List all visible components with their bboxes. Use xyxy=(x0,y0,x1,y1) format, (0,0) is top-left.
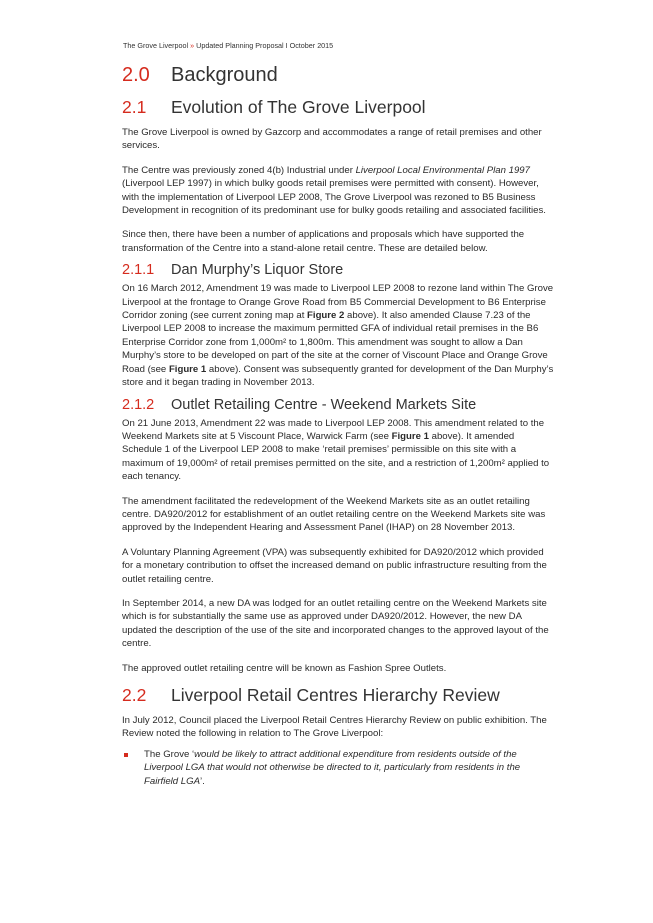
section-number: 2.1.1 xyxy=(122,262,155,279)
header-separator: » xyxy=(190,41,195,50)
text-run: ’. xyxy=(199,775,205,787)
list-item xyxy=(122,748,556,788)
figure-reference: Figure 2 xyxy=(307,310,345,322)
section-number: 2.1.2 xyxy=(122,396,155,413)
paragraph: In July 2012, Council placed the Liverpool Retail Centres Hierarchy Review on public exhibition. The Review noted the following in relation to The Grove Liverpool: xyxy=(122,715,547,740)
paragraph: In September 2014, a new DA was lodged for an outlet retailing centre on the Weekend Markets site which is for substantially the same use as approved under DA920/2012. However, the new DA updated the description of the use of the site and incorporated changes to the approved layout of the centre. xyxy=(122,597,549,650)
section-heading-2-0 xyxy=(122,64,556,87)
section-title: Background xyxy=(171,64,278,86)
paragraph xyxy=(122,417,556,484)
paragraph: The approved outlet retailing centre will be known as Fashion Spree Outlets. xyxy=(122,662,447,674)
text-run: The Grove ‘ xyxy=(144,748,195,760)
running-header xyxy=(123,41,563,50)
bullet-marker-icon xyxy=(124,753,128,757)
text-run: (Liverpool LEP 1997) in which bulky goods retail premises were permitted with consent). However, with the implementation of Liverpool LEP 2008, The Grove Liverpool was rezoned to B5 Business Development in recognition of its predominant use for bulky goods retailing and associated facilities. xyxy=(122,178,546,217)
paragraph xyxy=(122,282,556,389)
paragraph: Since then, there have been a number of applications and proposals which have supported the transformation of the Centre into a stand-alone retail centre. These are detailed below. xyxy=(122,229,525,254)
text-run: above). It amended Schedule 1 of the Liverpool LEP 2008 to make ‘retail premises’ permissible on this site with a maximum of 19,000m² of retail premises permitted on the site, and a restriction of 1,200m² applied to each tenancy. xyxy=(122,430,550,483)
paragraph xyxy=(122,164,556,218)
text-run: On 16 March 2012, Amendment 19 was made to Liverpool LEP 2008 to rezone land within The Grove Liverpool at the frontage to Orange Grove Road from B5 Commercial Development to B6 Enterprise Corridor zoning (see current zoning map at xyxy=(122,283,554,322)
text-run: The Centre was previously zoned 4(b) Industrial under xyxy=(122,164,356,176)
header-doc-name: The Grove Liverpool xyxy=(123,41,189,50)
header-doc-subtitle: Updated Planning Proposal I October 2015 xyxy=(196,41,334,50)
figure-reference: Figure 1 xyxy=(391,430,429,442)
paragraph: The amendment facilitated the redevelopment of the Weekend Markets site as an outlet retailing centre. DA920/2012 for establishment of an outlet retailing centre on the Weekend Markets site was approved by the Independent Hearing and Assessment Panel (IHAP) on 28 November 2013. xyxy=(122,495,546,534)
section-heading-2-1-1 xyxy=(122,262,556,278)
italic-run: would be likely to attract additional expenditure from residents outside of the Liverpool LGA that would not otherwise be directed to it, particularly from residents in the Fairfield LGA xyxy=(144,748,521,787)
section-heading-2-2 xyxy=(122,685,556,706)
section-title: Evolution of The Grove Liverpool xyxy=(171,97,426,117)
section-title: Liverpool Retail Centres Hierarchy Review xyxy=(171,685,500,705)
paragraph: A Voluntary Planning Agreement (VPA) was subsequently exhibited for DA920/2012 which provided for a monetary contribution to offset the increased demand on public infrastructure resulting from the outlet retailing centre. xyxy=(122,546,547,585)
paragraph: The Grove Liverpool is owned by Gazcorp and accommodates a range of retail premises and other services. xyxy=(122,127,542,152)
bullet-list xyxy=(122,748,556,788)
section-number: 2.2 xyxy=(122,685,147,705)
section-title: Dan Murphy’s Liquor Store xyxy=(171,262,344,279)
text-run: On 21 June 2013, Amendment 22 was made to Liverpool LEP 2008. This amendment related to the Weekend Markets site at 5 Viscount Place, Warwick Farm (see xyxy=(122,417,545,442)
text-run: above). Consent was subsequently granted for development of the Dan Murphy’s store and it began trading in November 2013. xyxy=(122,363,554,389)
section-title: Outlet Retailing Centre - Weekend Markets Site xyxy=(171,396,477,413)
section-number: 2.0 xyxy=(122,64,150,86)
text-run: above). It also amended Clause 7.23 of the Liverpool LEP 2008 to increase the maximum permitted GFA of individual retail premises in the B6 Enterprise Corridor zone from 1,000m² to 1,800m. This amendment was sought to allow a Dan Murphy’s store to be developed on part of the site at the corner of Viscount Place and Orange Grove Road (see xyxy=(122,310,548,375)
page-content xyxy=(122,64,556,788)
section-heading-2-1-2 xyxy=(122,397,556,413)
section-number: 2.1 xyxy=(122,97,147,117)
italic-run: Liverpool Local Environmental Plan 1997 xyxy=(355,164,530,176)
section-heading-2-1 xyxy=(122,97,556,118)
figure-reference: Figure 1 xyxy=(168,363,207,375)
